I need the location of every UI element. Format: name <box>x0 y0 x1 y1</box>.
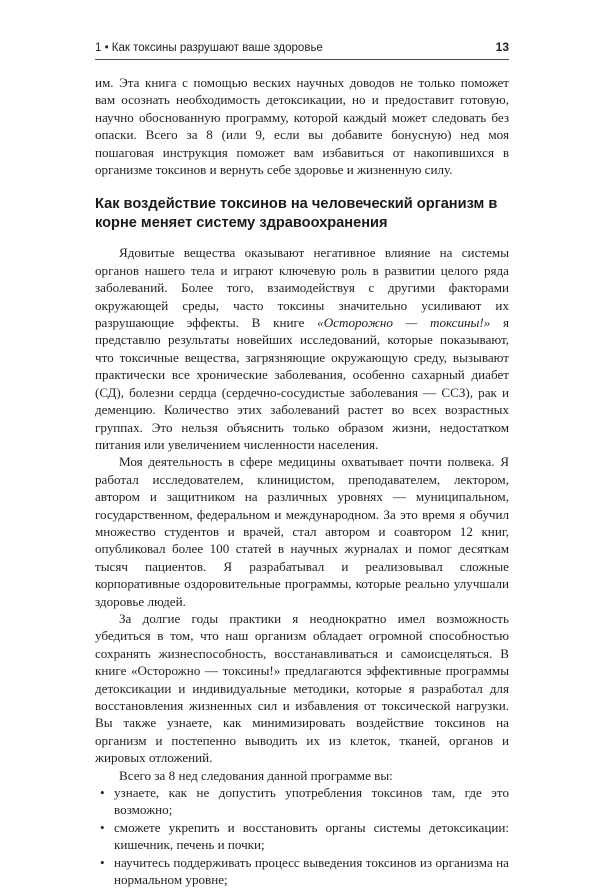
list-intro: Всего за 8 нед следования данной программе вы: <box>119 767 393 783</box>
running-head <box>95 40 509 60</box>
paragraph-1-text-start: Ядовитые вещества оказывают негативное влияние на системы органов нашего тела и играют ключевую роль в развитии целого ряда заболеваний. Более того, взаимодействуя с другими факторами окружающей среды, часто токсины значительно усиливают их разрушающие эффекты. В книге <box>95 245 509 331</box>
list-item-text: сможете укрепить и восстановить органы системы детоксикации: кишечник, печень и почки; <box>114 819 509 853</box>
list-item-text: научитесь поддерживать процесс выведения токсинов из организма на нормальном уровне; <box>114 854 509 888</box>
bullet-icon: • <box>100 819 105 835</box>
section-paragraph-2: Моя деятельность в сфере медицины охватывает почти полвека. Я работал исследователем, клиницистом, преподавателем, лектором, автором и защитником на различных уровнях — муниципальном, государственном, федеральном и международном. За это время я обучил множество студентов и врачей, стал автором и соавтором 12 книг, опубликовал более 100 статей в научных журналах и помог десяткам тысяч пациентов. Я разрабатывал и реализовывал сложные корпоративные оздоровительные программы, которые реально улучшали здоровье людей. <box>95 454 509 609</box>
section-paragraph-1 <box>95 244 509 453</box>
chapter-title: 1 • Как токсины разрушают ваше здоровье <box>95 42 323 54</box>
paragraph-1-text-end: я представлю результаты новейших исследований, которые показывают, что токсичные вещества, загрязняющие окружающую среду, вызывают практически все хронические заболевания, особенно сахарный диабет (СД), болезни сердца (сердечно-сосудистые заболевания — ССЗ), рак и деменцию. Количество этих заболеваний растет во всех возрастных группах. Это нельзя объяснить только образом жизни, недостатком питания или увеличением численности населения. <box>95 315 509 452</box>
list-item <box>95 819 509 854</box>
book-page <box>95 40 509 888</box>
list-item <box>95 854 509 888</box>
bullet-icon: • <box>100 785 105 801</box>
intro-paragraph: им. Эта книга с помощью веских научных доводов не только поможет вам осознать необходимость детоксикации, но и предоставит готовую, научно обоснованную программу, которой каждый может следовать без опаски. Всего за 8 (или 9, если вы добавите бонусную) нед моя пошаговая инструкция поможет вам избавиться от накопившихся в организме токсинов и вернуть себе здоровье и жизненную силу. <box>95 75 509 178</box>
list-item-text: узнаете, как не допустить употребления токсинов там, где это возможно; <box>114 785 509 818</box>
benefits-list <box>95 784 509 888</box>
section-paragraph-3: За долгие годы практики я неоднократно имел возможность убедиться в том, что наш организм обладает огромной способностью сохранять жизнеспособность, восстанавливаться и самоисцеляться. В книге «Осторожно — токсины!» предлагаются эффективные программы детоксикации и индивидуальные методики, которые я разработал для восстановления жизненных сил и избавления от токсической нагрузки. Вы также узнаете, как минимизировать воздействие токсинов на организм и постепенно выводить их из клеток, тканей, органов и жировых отложений. <box>95 610 509 766</box>
bullet-icon: • <box>100 854 105 870</box>
body-text <box>95 74 509 888</box>
page-number: 13 <box>495 40 509 54</box>
section-heading: Как воздействие токсинов на человеческий организм в корне меняет систему здравоохранения <box>95 196 498 232</box>
book-title-italic: «Осторожно — токсины!» <box>317 315 491 331</box>
list-item <box>95 784 509 819</box>
